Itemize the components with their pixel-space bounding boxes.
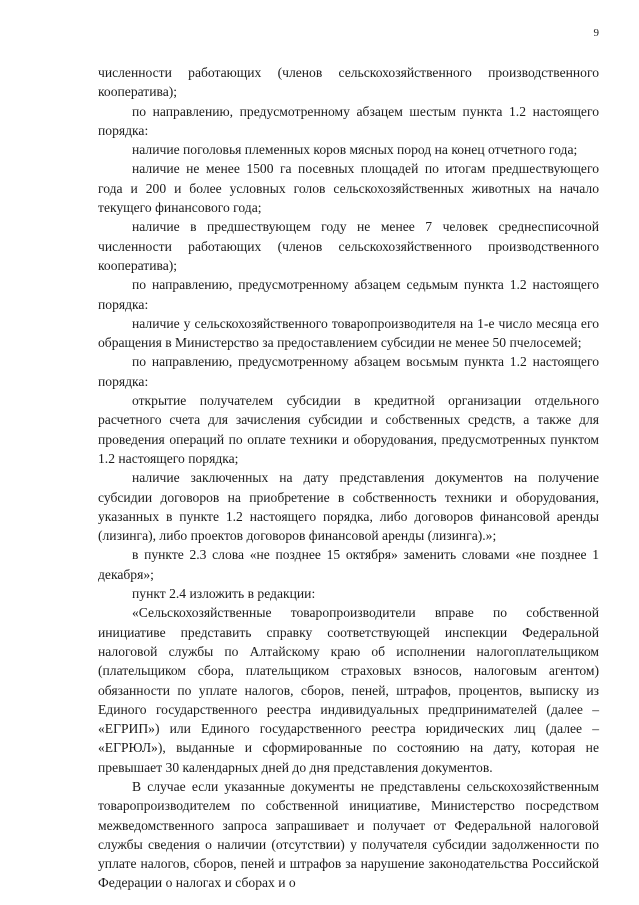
paragraph: по направлению, предусмотренному абзацем седьмым пункта 1.2 настоящего порядка: xyxy=(98,277,599,312)
paragraph: по направлению, предусмотренному абзацем восьмым пункта 1.2 настоящего порядка: xyxy=(98,354,599,389)
paragraph: «Сельскохозяйственные товаропроизводители вправе по собственной инициативе представить справку соответствующей инспекции Федеральной налоговой службы по Алтайскому краю об исполнении налогоплательщиком (плательщиком сбора, плательщиком страховых взносов, налоговым агентом) обязанности по уплате налогов, сборов, пеней, штрафов, процентов, выписку из Единого государственного реестра индивидуальных предпринимателей (далее – «ЕГРИП») или Единого государственного реестра юридических лиц (далее – «ЕГРЮЛ»), выданные и сформированные по состоянию на дату, которая не превышает 30 календарных дней до дня представления документов. xyxy=(98,605,599,775)
paragraph: наличие у сельскохозяйственного товаропроизводителя на 1-е число месяца его обращения в Министерство за предоставлением субсидии не менее 50 пчелосемей; xyxy=(98,315,599,351)
paragraph: по направлению, предусмотренному абзацем шестым пункта 1.2 настоящего порядка: xyxy=(98,103,599,138)
page-number: 9 xyxy=(593,27,599,39)
paragraph: наличие заключенных на дату представления документов на получение субсидии договоров на приобретение в собственность техники и оборудования, указанных в пункте 1.2 настоящего порядка, либо договоров финансовой аренды (лизинга), либо проектов договоров финансовой аренды (лизинга).»; xyxy=(98,470,599,544)
paragraph: наличие поголовья племенных коров мясных пород на конец отчетного года; xyxy=(132,142,578,158)
paragraph: открытие получателем субсидии в кредитной организации отдельного расчетного счета для зачисления субсидии и собственных средств, а также для проведения операций по оплате техники и оборудования, предусмотренных пунктом 1.2 настоящего порядка; xyxy=(98,393,599,466)
paragraph: численности работающих (членов сельскохозяйственного производственного кооператива); xyxy=(98,65,599,100)
paragraph: в пункте 2.3 слова «не позднее 15 октября» заменить словами «не позднее 1 декабря»; xyxy=(98,547,599,582)
paragraph: наличие не менее 1500 га посевных площадей по итогам предшествующего года и 200 и более условных голов сельскохозяйственных животных на начало текущего финансового года; xyxy=(98,161,599,216)
paragraph: В случае если указанные документы не представлены сельскохозяйственным товаропроизводителем по собственной инициативе, Министерство посредством межведомственного запроса запрашивает и получает от Федеральной налоговой службы сведения о наличии (отсутствии) у получателя субсидии задолженности по уплате налогов, сборов, пеней и штрафов за нарушение законодательства Российской Федерации о налогах и сборах и о xyxy=(98,778,599,891)
document-body xyxy=(98,63,599,893)
paragraph: наличие в предшествующем году не менее 7 человек среднесписочной численности работающих (членов сельскохозяйственного производственного кооператива); xyxy=(98,219,599,273)
paragraph: пункт 2.4 изложить в редакции: xyxy=(132,586,316,602)
